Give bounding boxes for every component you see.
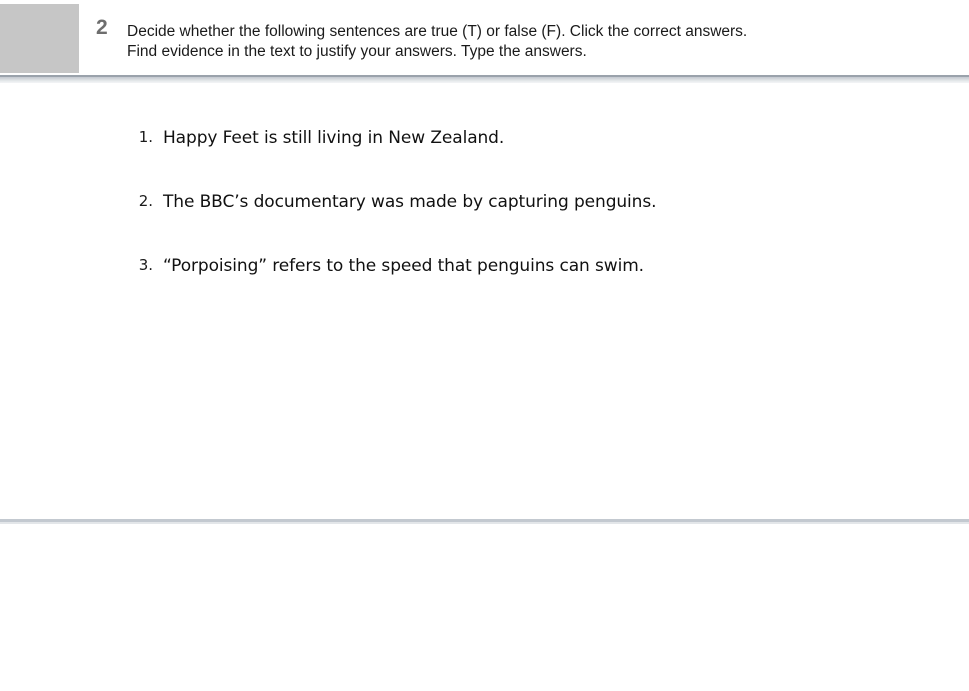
exercise-number-box [0,4,79,73]
question-text: “Porpoising” refers to the speed that penguins can swim. [163,256,644,276]
question-number: 2. [138,192,153,210]
list-item[interactable] [127,256,969,276]
question-number: 3. [138,256,153,274]
exercise-instructions [127,22,927,62]
question-list [0,83,969,276]
footer-separator-highlight [0,522,969,524]
list-item[interactable] [127,192,969,212]
instruction-line-1: Decide whether the following sentences are true (T) or false (F). Click the correct answers. [127,23,748,40]
question-text: The BBC’s documentary was made by capturing penguins. [163,192,657,212]
exercise-number: 2 [96,16,108,39]
header-separator-line [0,75,969,77]
question-text: Happy Feet is still living in New Zealand. [163,128,505,148]
exercise-header [0,0,969,75]
instruction-line-2: Find evidence in the text to justify your answers. Type the answers. [127,43,587,60]
question-number: 1. [138,128,153,146]
list-item[interactable] [127,128,969,148]
